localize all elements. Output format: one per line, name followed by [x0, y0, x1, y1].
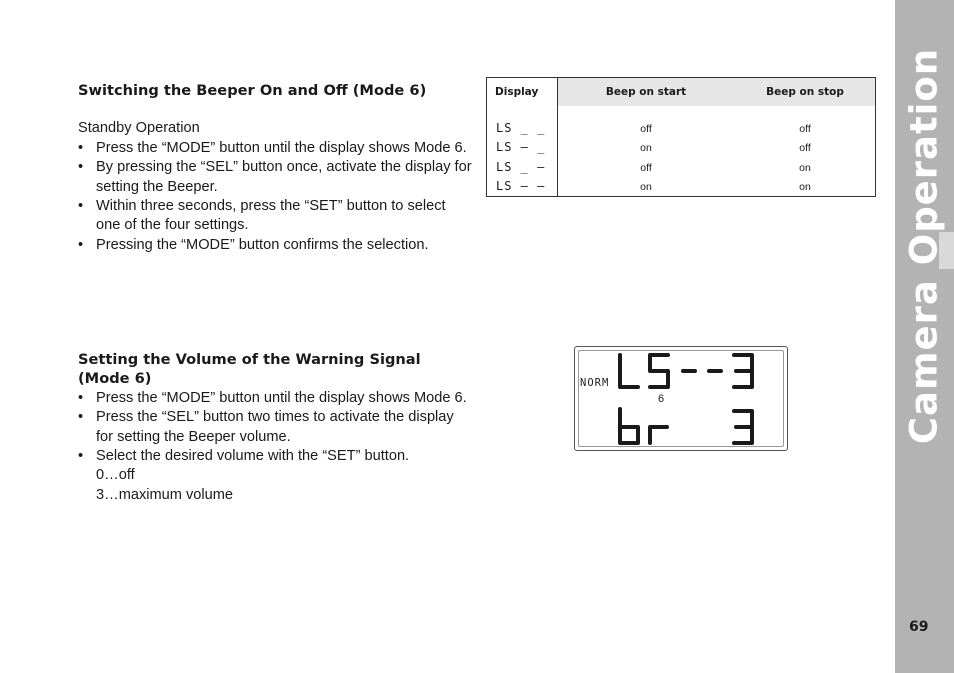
cell-display: LS _ _ — [496, 121, 546, 135]
cell-beep-start: on — [640, 142, 652, 154]
table-header — [487, 78, 875, 106]
intro-text: Standby Operation — [78, 120, 200, 137]
beeper-settings-table — [486, 77, 876, 197]
lcd-display — [574, 346, 788, 451]
list-item: • Select the desired volume with the “SET” button. — [78, 447, 473, 466]
section-heading: Setting the Volume of the Warning Signal (Mode 6) — [78, 351, 421, 388]
cell-beep-stop: off — [799, 123, 811, 135]
cell-beep-start: off — [640, 123, 652, 135]
list-item: • Press the “SEL” button two times to activate the display for setting the Beeper volume. — [78, 408, 473, 447]
list-item: • Press the “MODE” button until the display shows Mode 6. — [78, 139, 473, 158]
instruction-list — [78, 139, 473, 255]
volume-note-max: 3…maximum volume — [96, 486, 234, 503]
cell-beep-start: off — [640, 162, 652, 174]
instruction-list — [78, 389, 473, 467]
table-row — [487, 160, 875, 179]
lcd-segments — [575, 347, 789, 452]
lcd-mode-number: 6 — [658, 393, 665, 405]
cell-display: LS _ – — [496, 160, 546, 174]
cell-beep-stop: on — [799, 162, 811, 174]
page-number: 69 — [909, 619, 929, 635]
list-item: • By pressing the “SEL” button once, activate the display for setting the Beeper. — [78, 158, 473, 197]
table-row — [487, 179, 875, 198]
chapter-title: Camera Operation — [902, 47, 946, 445]
cell-display: LS – – — [496, 179, 546, 193]
header-beep-stop: Beep on stop — [766, 86, 844, 98]
cell-beep-stop: off — [799, 142, 811, 154]
cell-display: LS – _ — [496, 140, 546, 154]
lcd-norm-label: NORM — [580, 377, 610, 389]
cell-beep-start: on — [640, 181, 652, 193]
list-item: • Pressing the “MODE” button confirms the selection. — [78, 236, 473, 255]
cell-beep-stop: on — [799, 181, 811, 193]
section-heading: Switching the Beeper On and Off (Mode 6) — [78, 82, 427, 99]
volume-note-off: 0…off — [96, 467, 135, 484]
table-row — [487, 121, 875, 140]
header-display: Display — [495, 86, 539, 98]
section-warning-volume — [78, 350, 473, 505]
lcd-line1 — [620, 355, 752, 387]
section-beeper-on-off — [78, 81, 473, 255]
lcd-line2 — [620, 409, 752, 443]
table-row — [487, 140, 875, 159]
header-beep-start: Beep on start — [605, 86, 687, 98]
list-item: • Within three seconds, press the “SET” button to select one of the four settings. — [78, 197, 473, 236]
list-item: • Press the “MODE” button until the display shows Mode 6. — [78, 389, 473, 408]
